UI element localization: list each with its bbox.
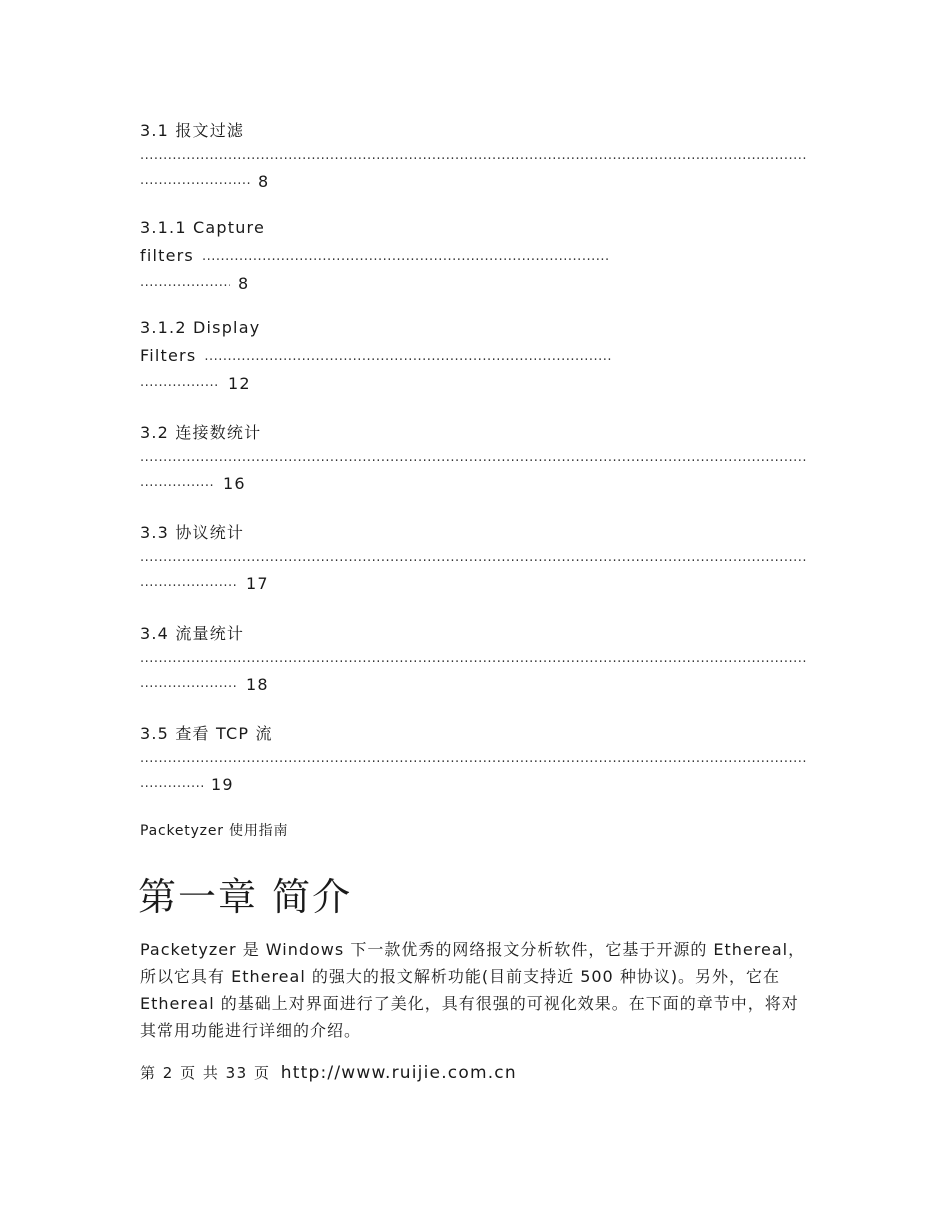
- toc-entry-title-2: filters: [140, 246, 194, 265]
- toc-entry-title: 3.2 连接数统计: [140, 423, 262, 442]
- toc-entry[interactable]: [140, 520, 810, 600]
- toc-page-number: 16: [223, 474, 246, 493]
- toc-leader-dots: [140, 550, 808, 570]
- toc-entry[interactable]: [140, 318, 810, 398]
- toc-entry[interactable]: [140, 420, 810, 500]
- toc-leader-dots: [204, 349, 802, 367]
- body-paragraph: Packetyzer 是 Windows 下一款优秀的网络报文分析软件，它基于开源的 Ethereal，所以它具有 Ethereal 的强大的报文解析功能(目前支持近 500 种协议)。另外，它在 Ethereal 的基础上对界面进行了美化，具有很强的可视化效果。在下面的章节中，将对其常用功能进行详细的介绍。: [140, 940, 806, 1040]
- footer-page-label: 第 2 页 共 33 页: [140, 1064, 271, 1082]
- toc-leader-dots: [140, 651, 808, 671]
- page-footer: [140, 1062, 517, 1083]
- toc-leader-dots: [140, 776, 203, 794]
- toc-entry-title: 3.4 流量统计: [140, 624, 245, 643]
- footer-url-link[interactable]: http://www.ruijie.com.cn: [280, 1063, 517, 1083]
- toc-entry-title: 3.5 查看 TCP 流: [140, 724, 273, 743]
- toc-entry-last-line: [140, 172, 269, 191]
- toc-page-number: 19: [211, 775, 234, 794]
- toc-entry-title: 3.1.2 Display: [140, 318, 261, 337]
- toc-page-number: 12: [228, 374, 251, 393]
- toc-page-number: 18: [246, 675, 269, 694]
- toc-entry-title-2: Filters: [140, 346, 197, 365]
- toc-entry-title: 3.3 协议统计: [140, 523, 245, 542]
- toc-entry-title-cont: [140, 246, 810, 267]
- toc-leader-dots: [140, 275, 230, 293]
- toc-entry-title-cont: [140, 346, 810, 367]
- toc-entry-last-line: [140, 274, 249, 293]
- toc-leader-dots: [140, 475, 215, 493]
- toc-page-number: 17: [246, 574, 269, 593]
- toc-entry-last-line: [140, 775, 234, 794]
- toc-leader-dots: [140, 148, 808, 168]
- toc-entry[interactable]: [140, 721, 810, 801]
- toc-page-number: 8: [258, 172, 270, 191]
- toc-leader-dots: [140, 450, 808, 470]
- toc-entry[interactable]: [140, 218, 810, 298]
- toc-page-number: 8: [238, 274, 250, 293]
- toc-entry-last-line: [140, 474, 246, 493]
- toc-entry[interactable]: [140, 118, 810, 198]
- toc-leader-dots: [140, 676, 238, 694]
- toc-leader-dots: [140, 173, 250, 191]
- document-running-header: Packetyzer 使用指南: [140, 823, 289, 839]
- toc-entry[interactable]: [140, 621, 810, 701]
- chapter-title: 第一章 简介: [138, 875, 353, 919]
- toc-entry-last-line: [140, 574, 269, 593]
- toc-leader-dots: [202, 249, 802, 267]
- toc-entry-title: 3.1.1 Capture: [140, 218, 266, 237]
- toc-entry-last-line: [140, 374, 251, 393]
- toc-entry-last-line: [140, 675, 269, 694]
- toc-entry-title: 3.1 报文过滤: [140, 121, 245, 140]
- toc-leader-dots: [140, 575, 238, 593]
- toc-leader-dots: [140, 375, 220, 393]
- toc-leader-dots: [140, 751, 808, 771]
